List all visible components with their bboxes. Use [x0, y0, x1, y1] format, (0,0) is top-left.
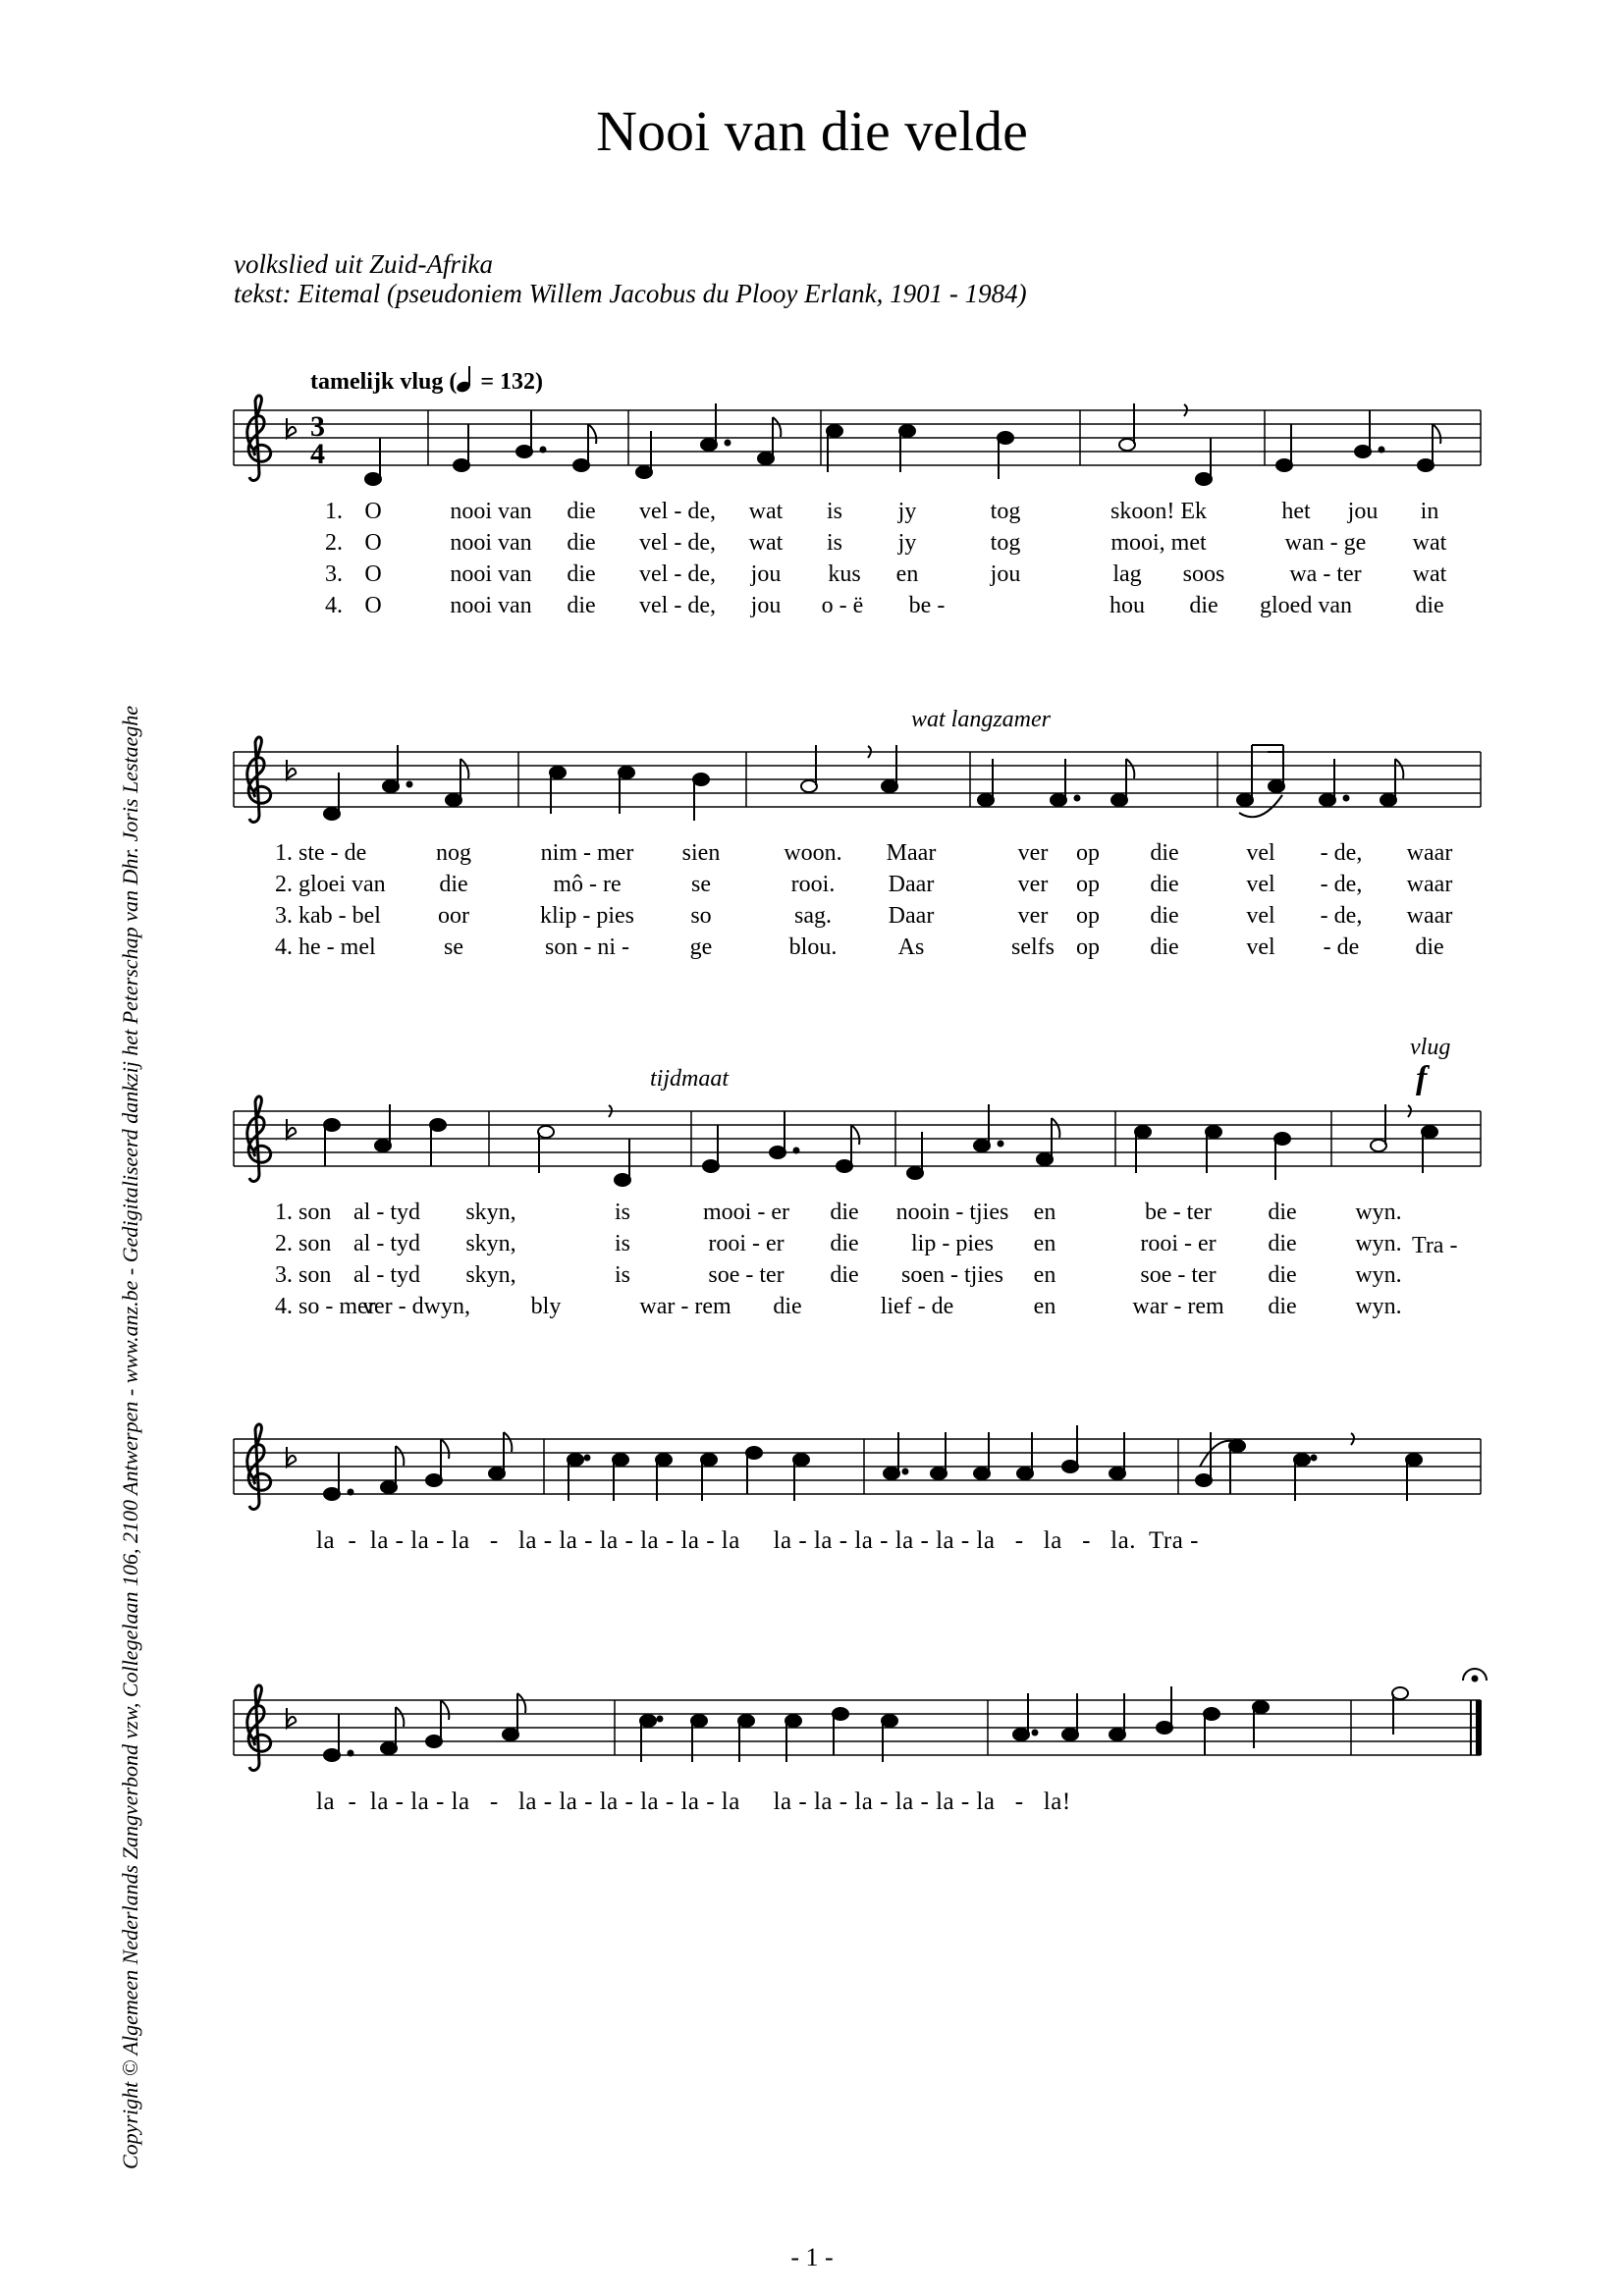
lyric-syllable: jou: [990, 561, 1021, 587]
verse-number: 1.: [325, 499, 343, 524]
lyric-syllable: sag.: [794, 903, 832, 929]
lyric-syllable: skyn,: [465, 1231, 516, 1256]
lyric-syllable: O: [364, 593, 382, 618]
lyric-syllable: is: [826, 530, 843, 556]
lyric-syllable: die: [1268, 1294, 1297, 1319]
lyric-syllable: vel: [1246, 903, 1275, 929]
lyric-syllable: tog: [990, 530, 1021, 556]
lyric-syllable: vel: [1246, 934, 1275, 960]
lyric-syllable: 3. kab - bel: [275, 903, 381, 929]
staff-system-1: [234, 396, 1481, 485]
verse-number: 4.: [325, 593, 343, 618]
lyric-syllable: soos: [1182, 561, 1225, 587]
lyric-syllable: jy: [897, 499, 917, 524]
lyric-tra: Tra -: [1412, 1233, 1458, 1258]
page-title: Nooi van die velde: [596, 99, 1028, 163]
lyric-syllable: en: [1033, 1294, 1056, 1319]
lyric-syllable: die: [567, 499, 596, 524]
lyric-syllable: die: [1150, 840, 1179, 866]
lyric-syllable: O: [364, 561, 382, 587]
lyric-syllable: gloed van: [1260, 593, 1352, 618]
lyrics-system-4: la - la - la - la - la - la - la - la - la - la la - la - la - la - la - la - la - la. Tra -: [316, 1527, 1199, 1554]
lyric-syllable: 3. son: [275, 1262, 332, 1288]
lyric-syllable: Daar: [888, 872, 935, 897]
lyric-syllable: so: [690, 903, 712, 929]
lyric-syllable: nooi van: [450, 593, 532, 618]
lyric-syllable: jou: [1347, 499, 1379, 524]
lyric-syllable: jou: [750, 561, 782, 587]
lyric-syllable: die: [439, 872, 468, 897]
origin-subtitle: volkslied uit Zuid-Afrika: [234, 249, 493, 279]
lyric-syllable: o - ë: [821, 593, 864, 618]
lyric-syllable: nooi van: [450, 561, 532, 587]
lyric-syllable: mooi - er: [703, 1200, 789, 1225]
lyric-syllable: wyn.: [1355, 1231, 1402, 1256]
lyric-syllable: be -: [908, 593, 946, 618]
lyric-syllable: ver: [1017, 872, 1049, 897]
lyric-syllable: blou.: [788, 934, 838, 960]
lyric-syllable: skyn,: [465, 1200, 516, 1225]
lyric-syllable: al - tyd: [353, 1200, 420, 1225]
lyric-syllable: bly: [530, 1294, 562, 1319]
lyric-syllable: As: [897, 934, 925, 960]
lyric-syllable: wyn.: [1355, 1294, 1402, 1319]
lyric-syllable: wat: [748, 530, 784, 556]
lyric-syllable: nog: [436, 840, 471, 866]
lyric-syllable: vel: [1246, 872, 1275, 897]
verse-number: 3.: [325, 561, 343, 587]
lyric-syllable: is: [826, 499, 843, 524]
tempo-value: = 132): [474, 369, 543, 395]
lyric-syllable: die: [567, 593, 596, 618]
copyright-notice: Copyright © Algemeen Nederlands Zangverbond vzw, Collegelaan 106, 2100 Antwerpen - www.anz.be - Gedigitaliseerd dankzij het Peterschap van Dhr. Joris Lestaeghe: [118, 705, 142, 2169]
lyric-syllable: klip - pies: [540, 903, 634, 929]
lyric-syllable: wan - ge: [1284, 530, 1367, 556]
lyric-syllable: rooi - er: [708, 1231, 785, 1256]
staff-system-3: [234, 1096, 1481, 1186]
lyric-syllable: die: [1268, 1262, 1297, 1288]
dynamic-forte: f: [1416, 1060, 1428, 1096]
lyric-syllable: nooi van: [450, 499, 532, 524]
lyric-syllable: ver: [1017, 903, 1049, 929]
lyric-syllable: die: [1268, 1200, 1297, 1225]
lyric-syllable: die: [773, 1294, 802, 1319]
lyric-syllable: nooi van: [450, 530, 532, 556]
lyric-syllable: - de,: [1320, 840, 1363, 866]
lyric-syllable: 4. he - mel: [275, 934, 376, 960]
lyric-syllable: en: [1033, 1200, 1056, 1225]
lyric-syllable: Daar: [888, 903, 935, 929]
lyric-syllable: die: [1150, 903, 1179, 929]
lyric-syllable: op: [1076, 872, 1100, 897]
lyric-syllable: - de: [1323, 934, 1360, 960]
lyric-syllable: die: [1415, 593, 1444, 618]
lyric-syllable: die: [1415, 934, 1444, 960]
lyric-syllable: op: [1076, 903, 1100, 929]
lyric-syllable: is: [614, 1200, 631, 1225]
lyric-syllable: is: [614, 1262, 631, 1288]
lyric-syllable: oor: [438, 903, 469, 929]
lyric-syllable: soe - ter: [1140, 1262, 1217, 1288]
lyric-syllable: vel - de,: [639, 561, 716, 587]
lyric-syllable: jou: [750, 593, 782, 618]
lyric-syllable: het: [1281, 499, 1311, 524]
lyric-syllable: mooi, met: [1110, 530, 1207, 556]
lyric-syllable: soen - tjies: [901, 1262, 1003, 1288]
lyric-syllable: 4. so - mer: [275, 1294, 376, 1319]
lyric-syllable: die: [567, 530, 596, 556]
lyric-syllable: wat: [1412, 530, 1447, 556]
direction-wat-langzamer: wat langzamer: [911, 707, 1052, 732]
lyric-syllable: die: [830, 1231, 859, 1256]
staff-system-2: [234, 737, 1481, 823]
lyric-syllable: wa - ter: [1289, 561, 1362, 587]
lyric-syllable: tog: [990, 499, 1021, 524]
svg-text:3: 3: [310, 410, 325, 443]
lyric-syllable: 2. gloei van: [275, 872, 386, 897]
lyric-syllable: in: [1420, 499, 1439, 524]
lyric-syllable: woon.: [784, 840, 842, 866]
lyric-syllable: wyn.: [1355, 1200, 1402, 1225]
lyric-syllable: op: [1076, 934, 1100, 960]
lyric-syllable: selfs: [1011, 934, 1055, 960]
lyric-syllable: die: [830, 1200, 859, 1225]
lyrics-system-5: la - la - la - la - la - la - la - la - la - la la - la - la - la - la - la - la!: [316, 1789, 1071, 1815]
page-number: - 1 -: [790, 2243, 834, 2271]
lyric-syllable: die: [1189, 593, 1218, 618]
lyric-syllable: op: [1076, 840, 1100, 866]
lyric-syllable: die: [567, 561, 596, 587]
lyric-syllable: nim - mer: [540, 840, 634, 866]
lyric-syllable: soe - ter: [708, 1262, 785, 1288]
lyric-syllable: - de,: [1320, 872, 1363, 897]
lyric-syllable: hou: [1110, 593, 1145, 618]
lyric-syllable: die: [1268, 1231, 1297, 1256]
lyric-syllable: 1. ste - de: [275, 840, 367, 866]
lyric-syllable: wyn.: [1355, 1262, 1402, 1288]
lyric-syllable: ge: [689, 934, 713, 960]
direction-tijdmaat: tijdmaat: [650, 1066, 730, 1092]
lyric-syllable: vel: [1246, 840, 1275, 866]
verse-number: 2.: [325, 530, 343, 556]
lyric-syllable: vel - de,: [639, 530, 716, 556]
lyric-syllable: die: [1150, 872, 1179, 897]
lyric-syllable: son - ni -: [545, 934, 629, 960]
lyric-syllable: mô - re: [553, 872, 622, 897]
lyric-syllable: nooin - tjies: [895, 1200, 1009, 1225]
lyric-syllable: is: [614, 1231, 631, 1256]
lyric-syllable: wat: [748, 499, 784, 524]
lyric-syllable: - de,: [1320, 903, 1363, 929]
lyric-syllable: O: [364, 499, 382, 524]
lyric-syllable: lag: [1112, 561, 1142, 587]
tempo-label: tamelijk vlug (: [310, 369, 458, 395]
lyric-syllable: vel - de,: [639, 499, 716, 524]
lyric-syllable: en: [1033, 1231, 1056, 1256]
lyric-syllable: O: [364, 530, 382, 556]
lyric-syllable: waar: [1406, 903, 1453, 929]
lyric-syllable: 1. son: [275, 1200, 332, 1225]
lyric-syllable: skoon! Ek: [1110, 499, 1207, 524]
lyric-syllable: 2. son: [275, 1231, 332, 1256]
direction-vlug: vlug: [1410, 1035, 1451, 1060]
lyric-syllable: se: [691, 872, 711, 897]
lyric-syllable: skyn,: [465, 1262, 516, 1288]
lyric-syllable: war - rem: [1132, 1294, 1224, 1319]
lyric-syllable: ver: [1017, 840, 1049, 866]
lyric-syllable: Maar: [886, 840, 937, 866]
lyric-syllable: lip - pies: [911, 1231, 994, 1256]
lyric-syllable: wat: [1412, 561, 1447, 587]
lyric-syllable: ver - dwyn,: [362, 1294, 470, 1319]
svg-text:4: 4: [310, 438, 325, 470]
lyric-syllable: rooi - er: [1140, 1231, 1217, 1256]
lyricist-subtitle: tekst: Eitemal (pseudoniem Willem Jacobus du Plooy Erlank, 1901 - 1984): [234, 279, 1027, 308]
lyric-syllable: en: [895, 561, 919, 587]
staff-system-5: [234, 1669, 1487, 1770]
lyric-syllable: en: [1033, 1262, 1056, 1288]
lyric-syllable: waar: [1406, 872, 1453, 897]
lyric-syllable: be - ter: [1145, 1200, 1212, 1225]
lyric-syllable: rooi.: [790, 872, 836, 897]
lyric-syllable: al - tyd: [353, 1262, 420, 1288]
lyric-syllable: war - rem: [639, 1294, 731, 1319]
lyric-syllable: al - tyd: [353, 1231, 420, 1256]
lyric-syllable: vel - de,: [639, 593, 716, 618]
lyric-syllable: jy: [897, 530, 917, 556]
lyric-syllable: lief - de: [880, 1294, 954, 1319]
lyric-syllable: die: [830, 1262, 859, 1288]
lyric-syllable: se: [444, 934, 463, 960]
lyric-syllable: sien: [681, 840, 721, 866]
lyric-syllable: waar: [1406, 840, 1453, 866]
staff-system-4: [234, 1424, 1481, 1510]
lyric-syllable: kus: [828, 561, 861, 587]
lyric-syllable: die: [1150, 934, 1179, 960]
